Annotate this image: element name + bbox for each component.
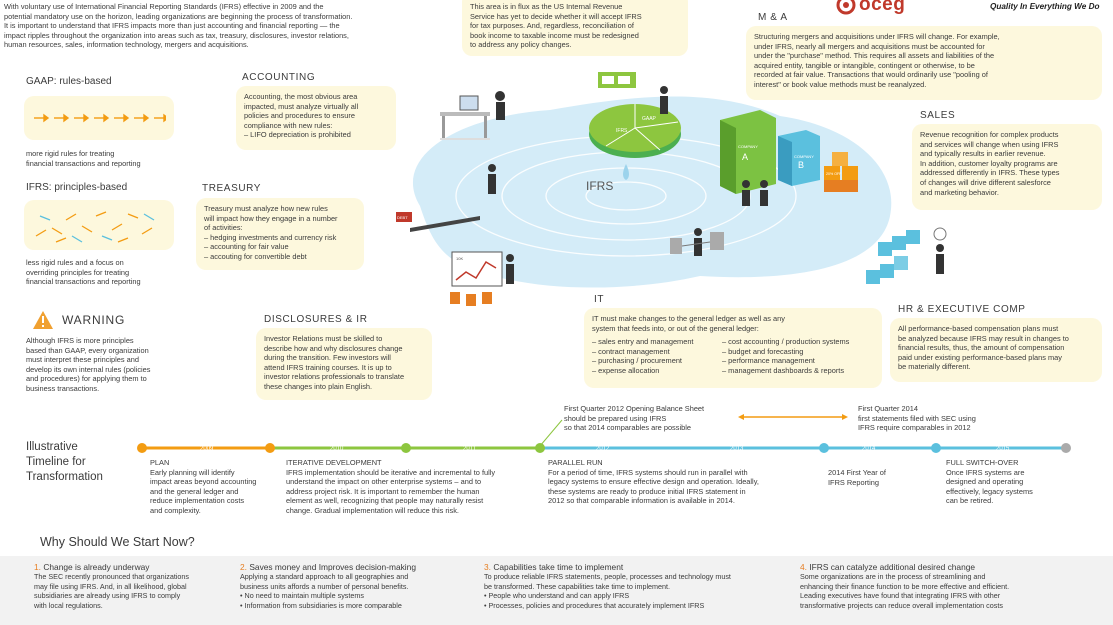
- timeline-node: [401, 443, 411, 453]
- timeline-year: 2012: [596, 446, 610, 452]
- treasury-bullet: – accounting for fair value: [204, 242, 356, 252]
- treasury-note: [196, 198, 364, 270]
- timeline-year: 2009: [200, 446, 214, 452]
- it-heading: IT: [594, 294, 605, 305]
- q2012-line: so that 2014 comparables are possible: [564, 423, 691, 433]
- timeline-year: 2013: [730, 446, 744, 452]
- debt-label: DEBT: [397, 215, 408, 220]
- ey-logo: [958, 0, 1108, 18]
- why-col-title: Capabilities take time to implement: [493, 562, 624, 572]
- switchover-line: Once IFRS systems are: [946, 467, 1025, 477]
- intro-line: With voluntary use of International Financial Reporting Standards (IFRS) effective in 2009 and the: [4, 2, 324, 11]
- why-line: Leading executives have found that integrating IFRS with other: [800, 591, 1001, 601]
- warning-line: must interpret these principles and: [26, 355, 139, 365]
- it-line: IT must make changes to the general ledger as well as any: [592, 314, 785, 323]
- parallel-line: legacy systems to ensure effective design and operation. Ideally,: [548, 477, 759, 487]
- it-item: – contract management: [592, 347, 722, 357]
- plan-line: and the general ledger and: [150, 486, 239, 496]
- hr-heading: HR & EXECUTIVE COMP: [898, 304, 1026, 315]
- timeline-bar: [130, 438, 1080, 460]
- timeline-year: 2011: [463, 446, 476, 452]
- gaap-title: GAAP: rules-based: [26, 76, 112, 87]
- parallel-phase: [548, 458, 788, 506]
- hr-note: [890, 318, 1102, 382]
- why-line: Applying a standard approach to all geographies and: [240, 572, 409, 582]
- sales-heading: SALES: [920, 110, 956, 121]
- sales-line: In addition, customer loyalty programs are: [920, 158, 1058, 168]
- sales-line: and typically results in earlier revenue.: [920, 149, 1046, 159]
- pie-sublabel: GAAP: [642, 116, 656, 122]
- hr-line: All performance-based compensation plans must: [898, 324, 1059, 333]
- disclosures-line: these changes into plain English.: [264, 381, 373, 391]
- warning-title: WARNING: [62, 313, 126, 327]
- sales-line: addressed differently in IFRS. These types: [920, 168, 1060, 178]
- sale-tag: 20% OFF: [826, 172, 842, 176]
- disclosures-note: [256, 328, 432, 400]
- q2014-note: [858, 404, 976, 433]
- flexible-arrows-icon: [32, 206, 168, 246]
- treasury-line: of activities:: [204, 223, 243, 233]
- switchover-title: FULL SWITCH-OVER: [946, 458, 1019, 467]
- pie-label: IFRS: [616, 128, 628, 134]
- timeline-year: 2014: [862, 446, 876, 452]
- hr-line: be materially different.: [898, 362, 971, 372]
- rigid-arrows-icon: [32, 111, 166, 125]
- switchover-line: designed and operating: [946, 477, 1024, 487]
- q2014-line: First Quarter 2014: [858, 404, 918, 413]
- q2012-note: [564, 404, 704, 433]
- treasury-bullet: – accouting for convertible debt: [204, 252, 356, 262]
- oceg-logo: [836, 0, 905, 16]
- disclosures-line: Investor Relations must be skilled to: [264, 334, 383, 343]
- iterative-title: ITERATIVE DEVELOPMENT: [286, 458, 382, 467]
- accounting-heading: ACCOUNTING: [242, 72, 316, 83]
- switchover-line: can be retired.: [946, 496, 994, 506]
- parallel-title: PARALLEL RUN: [548, 458, 603, 467]
- why-line: transformative projects can reduce overall implementation costs: [800, 600, 1003, 610]
- warning-line: and procedures) for applying them to: [26, 374, 147, 384]
- accounting-note: [236, 86, 396, 150]
- ey-tagline: Quality In Everything We Do: [990, 2, 1100, 11]
- why-line: be transformed. These capabilities take time to implement.: [484, 581, 671, 591]
- timeline-year: 2010: [330, 446, 344, 452]
- it-note: [584, 308, 882, 388]
- treasury-bullet: – hedging investments and currency risk: [204, 233, 356, 243]
- timeline-node: [137, 443, 147, 453]
- first-year-line: IFRS Reporting: [828, 477, 879, 487]
- tax-line: to address any policy changes.: [470, 40, 572, 50]
- ifrs-principles-desc: [26, 258, 141, 287]
- treasury-line: Treasury must analyze how new rules: [204, 204, 328, 213]
- iterative-line: IFRS implementation should be iterative and incremental to fully: [286, 467, 496, 477]
- accounting-line: policies and procedures to ensure: [244, 111, 355, 121]
- chart-10k-label: 10K: [456, 256, 464, 261]
- iterative-line: element as well, recognizing that people may naturally resist: [286, 496, 484, 506]
- why-num: 2.: [240, 562, 247, 572]
- span-arrow-icon: [738, 412, 848, 422]
- tax-note: [462, 0, 688, 56]
- timeline-title-line: Timeline for: [26, 456, 86, 468]
- gaap-desc-line: more rigid rules for treating: [26, 149, 115, 158]
- why-line: with local regulations.: [34, 600, 103, 610]
- tax-line: Service has yet to decide whether it will accept IFRS: [470, 11, 642, 21]
- ma-heading: M & A: [758, 12, 788, 23]
- why-bullet: • Information from subsidiaries is more comparable: [240, 601, 470, 610]
- why-line: business units affords a number of personal benefits.: [240, 581, 409, 591]
- warning-text: [26, 336, 150, 394]
- q2012-line: First Quarter 2012 Opening Balance Sheet: [564, 404, 705, 413]
- why-col-3: [484, 563, 784, 610]
- ma-line: Structuring mergers and acquisitions under IFRS will change. For example,: [754, 32, 1000, 41]
- timeline-year: 2015: [996, 446, 1010, 452]
- why-line: may file using IFRS. And, in all likelihood, global: [34, 581, 187, 591]
- ifrs-center-label: IFRS: [586, 179, 614, 193]
- disclosures-line: describe how and why disclosures change: [264, 343, 403, 353]
- plan-line: impact areas beyond accounting: [150, 477, 257, 487]
- why-col-4: [800, 563, 1080, 610]
- accounting-line: impacted, must analyze virtually all: [244, 101, 359, 111]
- why-col-2: [240, 563, 470, 610]
- why-line: Some organizations are in the process of streamlining and: [800, 572, 986, 582]
- timeline-node: [819, 443, 829, 453]
- switchover-line: effectively, legacy systems: [946, 486, 1033, 496]
- disclosures-heading: DISCLOSURES & IR: [264, 314, 368, 325]
- why-col-title: IFRS can catalyze additional desired change: [809, 562, 976, 572]
- plan-line: reduce implementation costs: [150, 496, 245, 506]
- treasury-line: will impact how they engage in a number: [204, 213, 338, 223]
- why-line: The SEC recently pronounced that organizations: [34, 572, 190, 582]
- it-item: – cost accounting / production systems: [722, 337, 849, 347]
- accounting-bullet: – LIFO depreciation is prohibited: [244, 130, 388, 140]
- sales-line: of changes will drive different salesforce: [920, 177, 1051, 187]
- why-num: 1.: [34, 562, 41, 572]
- why-title: Why Should We Start Now?: [40, 535, 195, 549]
- iterative-line: change. Gradual implementation will reduce this risk.: [286, 505, 459, 515]
- intro-line: It is important to understand that IFRS impacts more than just accounting and financial reporting — the: [4, 21, 340, 31]
- parallel-line: For a period of time, IFRS systems should run in parallel with: [548, 467, 748, 477]
- iterative-line: understand the impact on other enterprise systems – and to: [286, 477, 482, 487]
- ifrs-principles-title: IFRS: principles-based: [26, 182, 128, 193]
- iterative-line: address project risk. It is important to remember the human: [286, 486, 480, 496]
- why-col-1: [34, 563, 234, 610]
- plan-title: PLAN: [150, 458, 170, 467]
- it-item: – performance management: [722, 356, 849, 366]
- ifrs-desc-line: less rigid rules and a focus on: [26, 258, 124, 267]
- timeline-node: [265, 443, 275, 453]
- gaap-desc-line: financial transactions and reporting: [26, 158, 141, 168]
- it-item: – budget and forecasting: [722, 347, 849, 357]
- timeline-title-line: Illustrative: [26, 441, 78, 453]
- timeline-title-line: Transformation: [26, 471, 103, 483]
- company-b-word: COMPANY: [794, 154, 814, 159]
- why-line: To produce reliable IFRS statements, people, processes and technology must: [484, 572, 731, 582]
- it-line: system that feeds into, or out of the general ledger:: [592, 323, 759, 333]
- ma-line: acquired entity, tangible or intangible, contingent or otherwise, to be: [754, 60, 975, 70]
- why-line: subsidiaries are already using IFRS to comply: [34, 591, 181, 601]
- warning-line: develop its own internal rules (policies: [26, 364, 151, 374]
- sales-line: and marketing behavior.: [920, 187, 999, 197]
- disclosures-line: attend IFRS training courses. It is up to: [264, 362, 392, 372]
- plan-line: and complexity.: [150, 505, 201, 515]
- q2014-line: IFRS require comparables in 2012: [858, 423, 971, 433]
- why-num: 3.: [484, 562, 491, 572]
- hr-line: paid under existing performance-based plans may: [898, 352, 1062, 362]
- sales-line: and services will change when using IFRS: [920, 139, 1059, 149]
- gaap-desc: [26, 149, 141, 168]
- it-item: – management dashboards & reports: [722, 366, 849, 376]
- iterative-phase: [286, 458, 536, 516]
- why-bullet: • Processes, policies and procedures that accurately implement IFRS: [484, 601, 784, 610]
- plan-phase: [150, 458, 280, 516]
- timeline-title: [26, 440, 103, 485]
- company-a-word: COMPANY: [738, 144, 758, 149]
- why-line: enhancing their finance function to be more effective and efficient.: [800, 581, 1010, 591]
- warning-line: business transactions.: [26, 383, 100, 393]
- oceg-mark-icon: [836, 0, 856, 15]
- gaap-arrows-box: [24, 96, 174, 140]
- hr-figure: [876, 212, 956, 292]
- why-num: 4.: [800, 562, 807, 572]
- disclosures-line: investor relations professionals to translate: [264, 372, 405, 382]
- oceg-wordmark: oceg: [859, 0, 906, 15]
- warning-heading: [32, 310, 125, 330]
- plan-line: Early planning will identify: [150, 467, 235, 477]
- tax-line: for tax purposes. And, regardless, reconciliation of: [470, 21, 634, 31]
- why-col-title: Change is already underway: [43, 562, 150, 572]
- intro-line: potential mandatory use on the horizon, leading organizations are beginning the process of transformation.: [4, 11, 353, 21]
- q2012-line: should be prepared using IFRS: [564, 413, 667, 423]
- parallel-line: 2012 so that comparable information is available in 2014.: [548, 496, 735, 506]
- ifrs-arrows-box: [24, 200, 174, 250]
- timeline-node: [931, 443, 941, 453]
- sales-line: Revenue recognition for complex products: [920, 130, 1059, 139]
- first-year-note: [828, 468, 886, 487]
- ma-line: recorded at fair value. Transactions that would ordinarily use "pooling of: [754, 70, 988, 80]
- ifrs-desc-line: overriding principles for treating: [26, 267, 130, 277]
- ma-line: under the "purchase" method. This requires all assets and liabilities of the: [754, 51, 995, 61]
- company-a-label: A: [742, 152, 749, 162]
- company-b-label: B: [798, 160, 805, 170]
- ma-line: under IFRS, nearly all mergers and acquisitions must be accounted for: [754, 41, 985, 51]
- it-item: – expense allocation: [592, 366, 722, 376]
- it-item: – sales entry and management: [592, 337, 722, 347]
- q2014-line: first statements filed with SEC using: [858, 413, 976, 423]
- ma-line: interest" or book value methods must be reanalyzed.: [754, 79, 927, 89]
- warning-icon: [32, 310, 54, 330]
- tax-line: This area is in flux as the US Internal Revenue: [470, 2, 623, 11]
- sales-note: [912, 124, 1102, 210]
- timeline-node: [1061, 443, 1071, 453]
- warning-line: based than GAAP, every organization: [26, 345, 149, 355]
- hr-line: be analyzed because IFRS may result in changes to: [898, 333, 1069, 343]
- intro-line: human resources, sales, information technology, mergers and acquisitions.: [4, 40, 249, 50]
- why-col-title: Saves money and Improves decision-making: [249, 562, 416, 572]
- intro-line: impact ripples throughout the organization into areas such as tax, treasury, disclosures, investor relations,: [4, 30, 349, 40]
- ifrs-desc-line: financial transactions and reporting: [26, 277, 141, 287]
- q2012-connector: [536, 418, 566, 448]
- intro-text: [4, 2, 474, 50]
- why-bullet: • People who understand and can apply IFRS: [484, 591, 784, 600]
- hr-line: financial results, thus, the amount of compensation: [898, 343, 1065, 353]
- switchover-phase: [946, 458, 1066, 506]
- why-bullet: • No need to maintain multiple systems: [240, 591, 470, 600]
- disclosures-line: during the transition. Few investors will: [264, 353, 391, 363]
- it-item: – purchasing / procurement: [592, 356, 722, 366]
- treasury-heading: TREASURY: [202, 183, 262, 194]
- accounting-line: compliance with new rules:: [244, 120, 333, 130]
- parallel-line: these systems are ready to produce initial IFRS statement in: [548, 486, 746, 496]
- tax-line: book income to taxable income must be redesigned: [470, 30, 639, 40]
- ifrs-ripple-illustration: [380, 56, 910, 306]
- accounting-line: Accounting, the most obvious area: [244, 92, 358, 101]
- ifrs-pie-chart: [589, 72, 681, 158]
- first-year-line: 2014 First Year of: [828, 468, 886, 477]
- warning-line: Although IFRS is more principles: [26, 336, 134, 345]
